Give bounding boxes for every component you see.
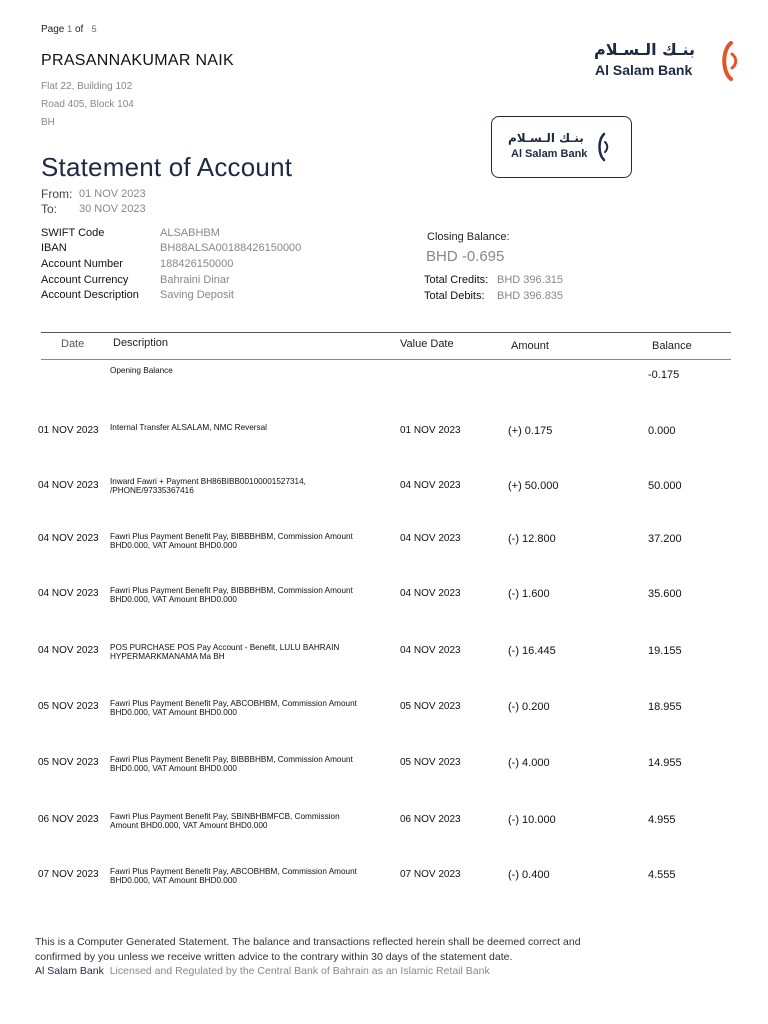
row-description: Fawri Plus Payment Benefit Pay, BIBBBHBM, Commission Amount BHD0.000, VAT Amount BHD0.000 <box>110 532 353 551</box>
row-amount: (-) 16.445 <box>508 645 556 657</box>
footer-disclaimer <box>35 935 735 965</box>
row-value-date: 06 NOV 2023 <box>400 814 461 825</box>
row-amount: (-) 1.600 <box>508 588 550 600</box>
account-description-value: Saving Deposit <box>160 289 234 301</box>
row-amount: (-) 12.800 <box>508 533 556 545</box>
iban-label: IBAN <box>41 242 67 254</box>
account-number-value: 188426150000 <box>160 258 234 270</box>
total-debits-label: Total Debits: <box>424 290 485 302</box>
row-amount: (+) 0.175 <box>508 425 553 437</box>
page-current: 1 <box>67 24 73 34</box>
row-date: 05 NOV 2023 <box>38 757 99 768</box>
row-description: Fawri Plus Payment Benefit Pay, ABCOBHBM, Commission Amount BHD0.000, VAT Amount BHD0.000 <box>110 699 357 718</box>
footer-line-2: confirmed by you unless we receive written advice to the contrary within 30 days of the statement date. <box>35 951 513 963</box>
row-date: 01 NOV 2023 <box>38 425 99 436</box>
row-value-date: 01 NOV 2023 <box>400 425 461 436</box>
row-description: Fawri Plus Payment Benefit Pay, SBINBHBMFCB, Commission Amount BHD0.000, VAT Amount BHD0.000 <box>110 812 340 831</box>
row-date: 04 NOV 2023 <box>38 645 99 656</box>
row-amount: (-) 0.200 <box>508 701 550 713</box>
row-amount: (+) 50.000 <box>508 480 559 492</box>
account-number-label: Account Number <box>41 258 123 270</box>
row-date: 04 NOV 2023 <box>38 533 99 544</box>
bank-stamp <box>491 116 632 178</box>
closing-balance-label: Closing Balance: <box>427 231 510 243</box>
account-currency-label: Account Currency <box>41 274 129 286</box>
bank-name-english: Al Salam Bank <box>595 62 693 78</box>
page-indicator <box>41 24 97 35</box>
row-amount: (-) 0.400 <box>508 869 550 881</box>
row-description: Internal Transfer ALSALAM, NMC Reversal <box>110 423 267 432</box>
row-value-date: 04 NOV 2023 <box>400 533 461 544</box>
row-date: 05 NOV 2023 <box>38 701 99 712</box>
stamp-bank-name-arabic: بنـك الـسـلام <box>508 131 584 145</box>
footer-license <box>35 965 490 977</box>
row-date: 07 NOV 2023 <box>38 869 99 880</box>
to-label: To: <box>41 202 58 216</box>
row-balance: 18.955 <box>648 701 682 713</box>
page-total: 5 <box>91 24 97 34</box>
row-balance: 4.955 <box>648 814 676 826</box>
swift-label: SWIFT Code <box>41 227 105 239</box>
total-credits-label: Total Credits: <box>424 274 489 286</box>
row-value-date: 04 NOV 2023 <box>400 645 461 656</box>
col-header-value-date: Value Date <box>400 338 454 350</box>
from-label: From: <box>41 187 73 201</box>
table-top-rule <box>41 332 731 333</box>
customer-name: PRASANNAKUMAR NAIK <box>41 52 234 69</box>
row-value-date: 04 NOV 2023 <box>400 480 461 491</box>
row-date: 04 NOV 2023 <box>38 480 99 491</box>
row-value-date: 05 NOV 2023 <box>400 757 461 768</box>
row-description: Fawri Plus Payment Benefit Pay, BIBBBHBM, Commission Amount BHD0.000, VAT Amount BHD0.000 <box>110 586 353 605</box>
row-balance: 4.555 <box>648 869 676 881</box>
row-balance: 19.155 <box>648 645 682 657</box>
stamp-bank-name-english: Al Salam Bank <box>511 148 588 160</box>
from-date: 01 NOV 2023 <box>79 188 146 200</box>
col-header-description: Description <box>113 337 169 349</box>
footer-license-text: Licensed and Regulated by the Central Bank of Bahrain as an Islamic Retail Bank <box>109 965 490 977</box>
address-line-2: Road 405, Block 104 <box>41 99 134 110</box>
bank-logo-mark-icon <box>718 40 740 82</box>
row-description: Fawri Plus Payment Benefit Pay, BIBBBHBM, Commission Amount BHD0.000, VAT Amount BHD0.000 <box>110 755 353 774</box>
page-label: Page <box>41 24 65 35</box>
col-header-amount: Amount <box>511 340 549 352</box>
row-balance: 50.000 <box>648 480 682 492</box>
swift-value: ALSABHBM <box>160 227 220 239</box>
row-value-date: 07 NOV 2023 <box>400 869 461 880</box>
row-amount: (-) 10.000 <box>508 814 556 826</box>
iban-value: BH88ALSA00188426150000 <box>160 242 302 254</box>
page-of-label: of <box>74 24 84 35</box>
closing-balance-value: BHD -0.695 <box>426 248 505 265</box>
bank-logo <box>594 40 744 84</box>
row-date: 04 NOV 2023 <box>38 588 99 599</box>
footer-line-1: This is a Computer Generated Statement. The balance and transactions reflected herein shall be deemed correct and <box>35 936 581 948</box>
address-line-3: BH <box>41 117 55 128</box>
row-balance: 14.955 <box>648 757 682 769</box>
page-title: Statement of Account <box>41 152 293 182</box>
bank-name-arabic: بنـك الـسـلام <box>594 40 696 59</box>
row-value-date: 04 NOV 2023 <box>400 588 461 599</box>
opening-balance-label: Opening Balance <box>110 366 173 375</box>
row-balance: 0.000 <box>648 425 676 437</box>
row-amount: (-) 4.000 <box>508 757 550 769</box>
total-credits-value: BHD 396.315 <box>497 274 564 286</box>
stamp-logo-mark-icon <box>596 132 610 162</box>
footer-bank-name: Al Salam Bank <box>35 965 104 977</box>
row-value-date: 05 NOV 2023 <box>400 701 461 712</box>
row-balance: 37.200 <box>648 533 682 545</box>
row-balance: 35.600 <box>648 588 682 600</box>
account-currency-value: Bahraini Dinar <box>160 274 230 286</box>
opening-balance-value: -0.175 <box>648 369 680 381</box>
address-line-1: Flat 22, Building 102 <box>41 81 133 92</box>
col-header-date: Date <box>61 338 85 350</box>
col-header-balance: Balance <box>652 340 692 352</box>
table-header-rule <box>41 359 731 360</box>
row-description: POS PURCHASE POS Pay Account - Benefit, LULU BAHRAIN HYPERMARKMANAMA Ma BH <box>110 643 340 662</box>
account-description-label: Account Description <box>41 289 139 301</box>
row-date: 06 NOV 2023 <box>38 814 99 825</box>
total-debits-value: BHD 396.835 <box>497 290 564 302</box>
to-date: 30 NOV 2023 <box>79 203 146 215</box>
row-description: Inward Fawri + Payment BH86BIBB00100001527314, /PHONE/97335367416 <box>110 477 306 496</box>
row-description: Fawri Plus Payment Benefit Pay, ABCOBHBM, Commission Amount BHD0.000, VAT Amount BHD0.000 <box>110 867 357 886</box>
